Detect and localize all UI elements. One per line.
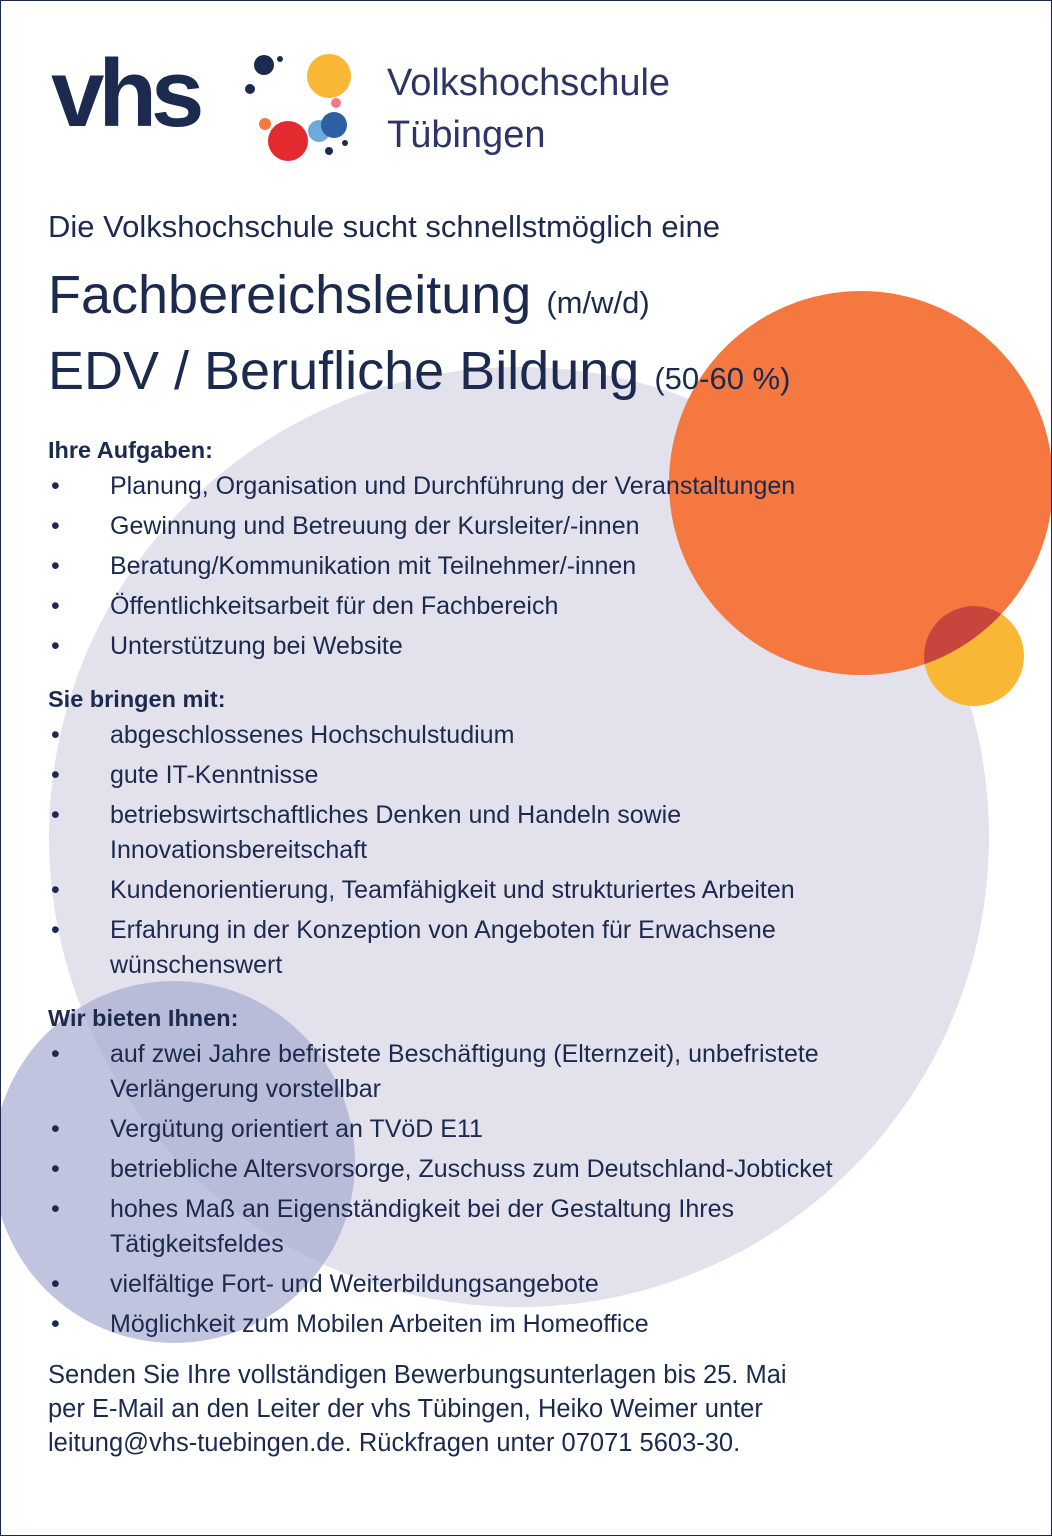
bullet-icon: •	[51, 632, 60, 660]
intro-text: Die Volkshochschule sucht schnellstmöglich eine	[48, 209, 721, 244]
list-item: • hohes Maß an Eigenständigkeit bei der Gestaltung Ihres Tätigkeitsfeldes	[48, 1192, 1008, 1262]
bullet-icon: •	[51, 1155, 60, 1183]
bullet-icon: •	[51, 721, 60, 749]
section-heading-requirements: Sie bringen mit:	[48, 686, 226, 712]
bullet-icon: •	[51, 1310, 60, 1338]
offer-list	[48, 1037, 1008, 1342]
list-item: • Möglichkeit zum Mobilen Arbeiten im Homeoffice	[48, 1307, 1008, 1342]
org-name	[387, 57, 670, 161]
list-item: • Gewinnung und Betreuung der Kursleiter/-innen	[48, 509, 1008, 544]
org-name-line2: Tübingen	[387, 114, 546, 156]
bullet-icon: •	[51, 801, 60, 829]
list-item: • auf zwei Jahre befristete Beschäftigung (Elternzeit), unbefristete Verlängerung vorstellbar	[48, 1037, 1008, 1107]
bullet-icon: •	[51, 552, 60, 580]
section-heading-tasks: Ihre Aufgaben:	[48, 437, 213, 463]
list-item: • Planung, Organisation und Durchführung der Veranstaltungen	[48, 469, 1008, 504]
job-title-percentage: (50-60 %)	[654, 361, 791, 396]
bullet-icon: •	[51, 512, 60, 540]
list-item: • Kundenorientierung, Teamfähigkeit und strukturiertes Arbeiten	[48, 873, 1008, 908]
list-item: • Erfahrung in der Konzeption von Angeboten für Erwachsene wünschenswert	[48, 913, 1008, 983]
bullet-icon: •	[51, 1115, 60, 1143]
bullet-icon: •	[51, 592, 60, 620]
bullet-icon: •	[51, 1270, 60, 1298]
job-title-gender: (m/w/d)	[546, 285, 650, 320]
list-item: • betriebliche Altersvorsorge, Zuschuss zum Deutschland-Jobticket	[48, 1152, 1008, 1187]
list-item: • abgeschlossenes Hochschulstudium	[48, 718, 1008, 753]
job-title-main: Fachbereichsleitung	[48, 265, 532, 325]
vhs-logo-dots-icon	[231, 43, 361, 173]
bullet-icon: •	[51, 761, 60, 789]
application-instructions	[48, 1358, 1008, 1460]
requirements-list	[48, 718, 1008, 983]
footer-line: per E-Mail an den Leiter der vhs Tübingen, Heiko Weimer unter	[48, 1395, 763, 1423]
org-name-line1: Volkshochschule	[387, 62, 671, 104]
list-item: • Öffentlichkeitsarbeit für den Fachbereich	[48, 589, 1008, 624]
bullet-icon: •	[51, 916, 60, 944]
job-title-area: EDV / Berufliche Bildung	[48, 341, 640, 401]
section-heading-offer: Wir bieten Ihnen:	[48, 1005, 239, 1031]
list-item: • Unterstützung bei Website	[48, 629, 1008, 664]
job-title-line1	[48, 261, 1008, 337]
list-item: • betriebswirtschaftliches Denken und Handeln sowie Innovationsbereitschaft	[48, 798, 1008, 868]
footer-line: Senden Sie Ihre vollständigen Bewerbungsunterlagen bis 25. Mai	[48, 1361, 787, 1389]
footer-line: leitung@vhs-tuebingen.de. Rückfragen unter 07071 5603-30.	[48, 1429, 741, 1457]
bullet-icon: •	[51, 1040, 60, 1068]
list-item: • Beratung/Kommunikation mit Teilnehmer/-innen	[48, 549, 1008, 584]
bullet-icon: •	[51, 876, 60, 904]
list-item: • Vergütung orientiert an TVöD E11	[48, 1112, 1008, 1147]
bullet-icon: •	[51, 472, 60, 500]
job-title-line2	[48, 337, 1008, 413]
vhs-logo-wordmark: vhs	[51, 40, 199, 147]
ad-content	[48, 201, 1008, 1460]
bullet-icon: •	[51, 1195, 60, 1223]
tasks-list	[48, 469, 1008, 664]
list-item: • gute IT-Kenntnisse	[48, 758, 1008, 793]
list-item: • vielfältige Fort- und Weiterbildungsangebote	[48, 1267, 1008, 1302]
